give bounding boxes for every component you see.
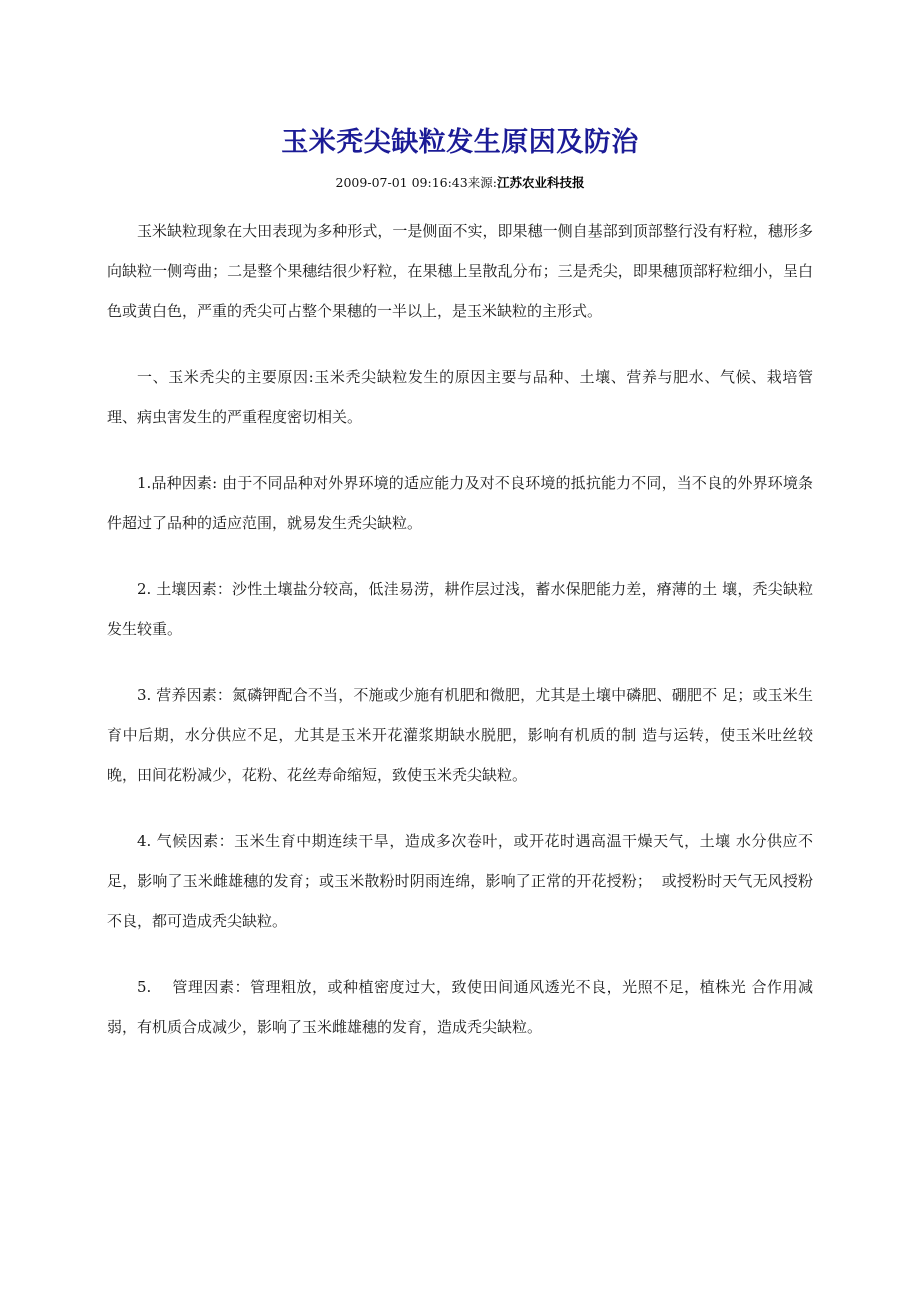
article-content [107, 211, 813, 1047]
page-title: 玉米秃尖缺粒发生原因及防治 [281, 127, 639, 158]
paragraph-factor-nutrition: 3. 营养因素：氮磷钾配合不当，不施或少施有机肥和微肥，尤其是土壤中磷肥、硼肥不 足；或玉米生育中后期，水分供应不足，尤其是玉米开花灌浆期缺水脱肥，影响有机质的制 造与运转，使玉米吐丝较晚，田间花粉减少，花粉、花丝寿命缩短，致使玉米秃尖缺粒。 [107, 686, 813, 785]
document-body [107, 0, 813, 1047]
paragraph-intro: 玉米缺粒现象在大田表现为多种形式，一是侧面不实，即果穗一侧自基部到顶部整行没有籽粒，穗形多向缺粒一侧弯曲；二是整个果穗结很少籽粒，在果穗上呈散乱分布；三是秃尖，即果穗顶部籽粒细小，呈白色或黄白色，严重的秃尖可占整个果穗的一半以上，是玉米缺粒的主形式。 [107, 222, 813, 321]
paragraph-section-one-heading: 一、玉米秃尖的主要原因:玉米秃尖缺粒发生的原因主要与品种、土壤、营养与肥水、气候、栽培管理、病虫害发生的严重程度密切相关。 [107, 368, 813, 427]
article-byline [107, 160, 813, 192]
byline-datetime-source-prefix: 2009-07-01 09:16:43来源: [335, 174, 497, 190]
paragraph-factor-variety: 1.品种因素: 由于不同品种对外界环境的适应能力及对不良环境的抵抗能力不同，当不良的外界环境条件超过了品种的适应范围，就易发生秃尖缺粒。 [107, 474, 813, 533]
byline-source-name: 江苏农业科技报 [496, 174, 585, 190]
paragraph-factor-management: 5. 管理因素：管理粗放，或种植密度过大，致使田间通风透光不良，光照不足，植株光 合作用减弱，有机质合成减少，影响了玉米雌雄穗的发育，造成秃尖缺粒。 [107, 978, 813, 1037]
paragraph-factor-climate: 4. 气候因素：玉米生育中期连续干旱，造成多次卷叶，或开花时遇高温干燥天气，土壤 水分供应不足，影响了玉米雌雄穗的发育；或玉米散粉时阴雨连绵，影响了正常的开花授粉； 或授粉时天气无风授粉不良，都可造成秃尖缺粒。 [107, 832, 813, 931]
paragraph-factor-soil: 2. 土壤因素：沙性土壤盐分较高，低洼易涝，耕作层过浅，蓄水保肥能力差，瘠薄的土 壤，秃尖缺粒发生较重。 [107, 580, 813, 639]
